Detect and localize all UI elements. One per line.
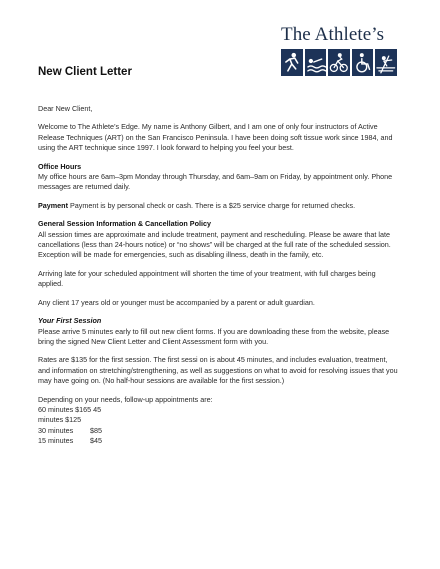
rate-label: 15 minutes xyxy=(38,436,74,446)
wheelchair-icon xyxy=(352,49,374,76)
letter-body xyxy=(38,104,400,447)
office-hours-heading: Office Hours xyxy=(38,161,82,171)
rates-list xyxy=(38,405,400,447)
payment-label: Payment xyxy=(38,200,68,210)
rate-amount xyxy=(101,405,131,415)
logo-text: The Athlete’s xyxy=(281,24,385,45)
letter-title: New Client Letter xyxy=(38,66,132,78)
rate-label: 60 minutes $165 45 xyxy=(38,404,102,414)
rate-row xyxy=(38,415,400,425)
rower-icon xyxy=(375,49,397,76)
followup-intro: Depending on your needs, follow-up appointments are: xyxy=(38,394,213,404)
rate-amount: $85 xyxy=(90,425,102,435)
rate-row xyxy=(38,436,400,446)
rate-label: minutes $125 xyxy=(38,415,82,425)
rates-paragraph: Rates are $135 for the first session. The first sessi on is about 45 minutes, and includes evaluation, treatment, and information on stretching/strengthening, as well as suggestions on what to avoid for resolving issues that you may have going on. (No half-hour sessions are available for the first session.) xyxy=(38,355,398,386)
minor-paragraph: Any client 17 years old or younger must be accompanied by a parent or adult guardian. xyxy=(38,297,315,307)
runner-icon xyxy=(281,49,303,76)
intro-paragraph: Welcome to The Athlete’s Edge. My name is Anthony Gilbert, and I am one of only four instructors of Active Release Techniques (ART) on the San Francisco Peninsula. I have been doing soft tissue work since 1984, and using the ART technique since 1997. I look forward to helping you feel your best. xyxy=(38,122,393,153)
rate-row xyxy=(38,405,400,415)
rate-label: 30 minutes xyxy=(38,425,74,435)
cyclist-icon xyxy=(328,49,350,76)
policy-paragraph: All session times are approximate and include treatment, payment and rescheduling. Please be aware that late cancellations (less than 24-hours notice) or “no shows” will be charged at the full rate of the scheduled session. Exception will be made for emergencies, such as disabling illness, death in the family, etc. xyxy=(38,229,391,260)
swimmer-icon xyxy=(305,49,327,76)
greeting: Dear New Client, xyxy=(38,104,93,113)
payment-text: Payment is by personal check or cash. There is a $25 service charge for returned checks. xyxy=(67,200,356,210)
payment-paragraph xyxy=(38,201,400,211)
first-session-heading: Your First Session xyxy=(38,316,102,326)
rate-amount: $45 xyxy=(90,436,102,446)
athletes-edge-logo xyxy=(281,24,397,76)
late-arrival-paragraph: Arriving late for your scheduled appointment will shorten the time of your treatment, with full charges being applied. xyxy=(38,268,376,289)
office-hours-paragraph: My office hours are 6am–3pm Monday through Thursday, and 6am–9am on Friday, by appointment only. Phone messages are returned daily. xyxy=(38,172,393,192)
rate-amount xyxy=(81,415,111,425)
logo-icon-bar xyxy=(281,49,397,76)
rate-row xyxy=(38,426,400,436)
policy-heading: General Session Information & Cancellation Policy xyxy=(38,219,211,229)
first-session-paragraph: Please arrive 5 minutes early to fill out new client forms. If you are downloading these from the website, please bring the signed New Client Letter and Client Assessment form with you. xyxy=(38,326,390,346)
